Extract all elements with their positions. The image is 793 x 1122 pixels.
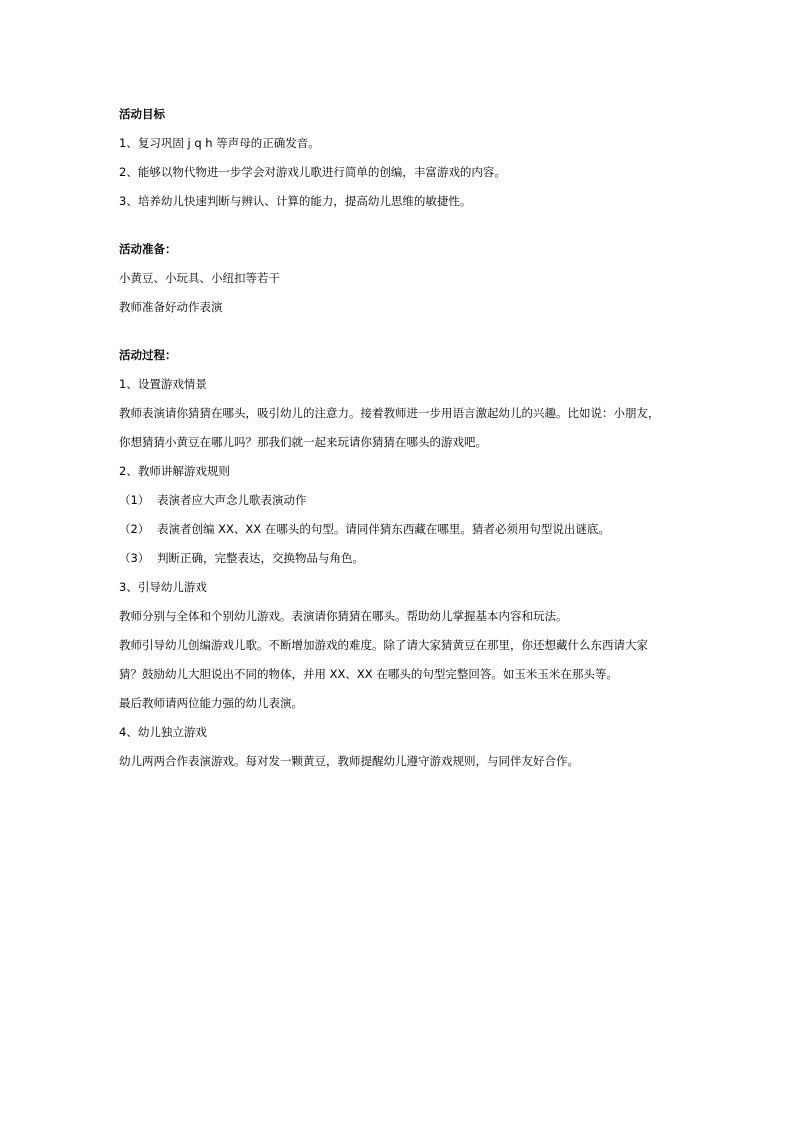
rule-number: （1） — [119, 493, 150, 507]
step3-paragraph-line: 教师引导幼儿创编游戏儿歌。不断增加游戏的难度。除了请大家猜黄豆在那里，你还想藏什么东西请大家 — [119, 638, 648, 652]
step3-paragraph-line: 教师分别与全体和个别幼儿游戏。表演请你猜猜在哪头。帮助幼儿掌握基本内容和玩法。 — [119, 609, 568, 623]
step1-title: 1、设置游戏情景 — [119, 377, 207, 391]
rule-item — [119, 544, 689, 573]
process-heading: 活动过程： — [119, 348, 177, 362]
prep-item: 小黄豆、小玩具、小纽扣等若干 — [119, 271, 280, 285]
step2-title: 2、教师讲解游戏规则 — [119, 464, 230, 478]
section-spacer — [119, 322, 689, 341]
step3-paragraph-line: 猜？鼓励幼儿大胆说出不同的物体，并用 XX、XX 在哪头的句型完整回答。如玉米玉米在那头等。 — [119, 667, 618, 681]
step3-title: 3、引导幼儿游戏 — [119, 580, 207, 594]
rule-item — [119, 486, 689, 515]
prep-item: 教师准备好动作表演 — [119, 300, 223, 314]
rule-text: 表演者创编 XX、XX 在哪头的句型。请同伴猜东西藏在哪里。猜者必须用句型说出谜底。 — [157, 522, 610, 536]
goal-item: 3、培养幼儿快速判断与辨认、计算的能力，提高幼儿思维的敏捷性。 — [119, 194, 472, 208]
rule-number: （3） — [119, 551, 150, 565]
goal-item: 2、能够以物代物进一步学会对游戏儿歌进行简单的创编，丰富游戏的内容。 — [119, 165, 506, 179]
rule-text: 判断正确，完整表达，交换物品与角色。 — [157, 551, 364, 565]
rule-number: （2） — [119, 522, 150, 536]
step4-title: 4、幼儿独立游戏 — [119, 725, 207, 739]
goal-item: 1、复习巩固 j q h 等声母的正确发音。 — [119, 136, 320, 150]
step4-paragraph-line: 幼儿两两合作表演游戏。每对发一颗黄豆，教师提醒幼儿遵守游戏规则，与同伴友好合作。 — [119, 754, 579, 768]
step1-paragraph-line: 你想猜猜小黄豆在哪儿吗？那我们就一起来玩请你猜猜在哪头的游戏吧。 — [119, 435, 487, 449]
prep-heading: 活动准备： — [119, 242, 177, 256]
goals-heading: 活动目标 — [119, 107, 165, 121]
rule-item — [119, 515, 689, 544]
document-body — [119, 100, 689, 776]
step3-paragraph-line: 最后教师请两位能力强的幼儿表演。 — [119, 696, 303, 710]
section-spacer — [119, 216, 689, 235]
step1-paragraph-line: 教师表演请你猜猜在哪头，吸引幼儿的注意力。接着教师进一步用语言激起幼儿的兴趣。比如说：小朋友， — [119, 406, 660, 420]
rule-text: 表演者应大声念儿歌表演动作 — [157, 493, 307, 507]
